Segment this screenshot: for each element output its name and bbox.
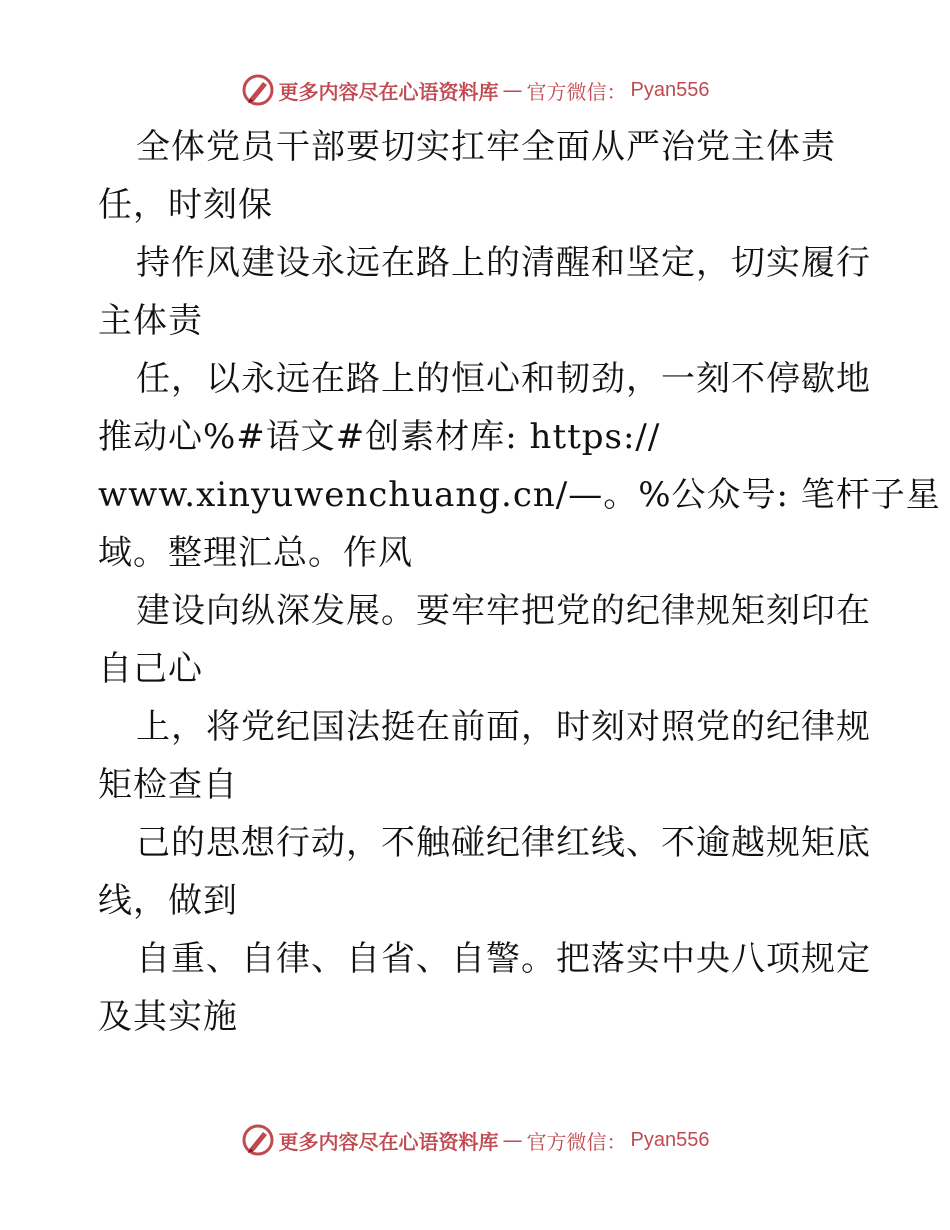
body-line: 推动心%#语文#创素材库: https:// — [98, 417, 661, 457]
body-line: 自己心 — [98, 649, 203, 689]
body-line: 自重、自律、自省、自警。把落实中央八项规定 — [136, 939, 871, 979]
body-line: 全体党员干部要切实扛牢全面从严治党主体责 — [136, 127, 836, 167]
footer-banner-separator: — — [502, 1128, 523, 1152]
footer-wechat-label: 官方微信： — [526, 1129, 627, 1154]
body-line: 建设向纵深发展。要牢牢把党的纪律规矩刻印在 — [136, 591, 871, 631]
footer-banner — [0, 1122, 950, 1158]
footer-banner-text: 更多内容尽在心语资料库 — [278, 1129, 499, 1154]
header-banner-text: 更多内容尽在心语资料库 — [278, 79, 499, 104]
body-line: 及其实施 — [98, 997, 238, 1037]
body-line: 任，时刻保 — [98, 185, 273, 225]
body-line: 任，以永远在路上的恒心和韧劲，一刻不停歇地 — [136, 359, 871, 399]
header-banner-separator: — — [502, 78, 523, 102]
footer-wechat-id: Pyan556 — [630, 1128, 710, 1151]
pen-logo-icon — [241, 73, 275, 107]
body-line: 己的思想行动，不触碰纪律红线、不逾越规矩底 — [136, 823, 871, 863]
body-line: 矩检查自 — [98, 765, 238, 805]
body-line: 持作风建设永远在路上的清醒和坚定，切实履行 — [136, 243, 871, 283]
body-text — [98, 118, 941, 1046]
body-line: www.xinyuwenchuang.cn/—。%公众号: 笔杆子星 — [98, 475, 941, 515]
header-banner — [0, 72, 950, 108]
body-line: 线，做到 — [98, 881, 238, 921]
body-line: 主体责 — [98, 301, 203, 341]
pen-logo-icon — [241, 1123, 275, 1157]
header-wechat-label: 官方微信： — [526, 79, 627, 104]
body-line: 域。整理汇总。作风 — [98, 533, 413, 573]
header-wechat-id: Pyan556 — [630, 78, 710, 101]
body-line: 上，将党纪国法挺在前面，时刻对照党的纪律规 — [136, 707, 871, 747]
